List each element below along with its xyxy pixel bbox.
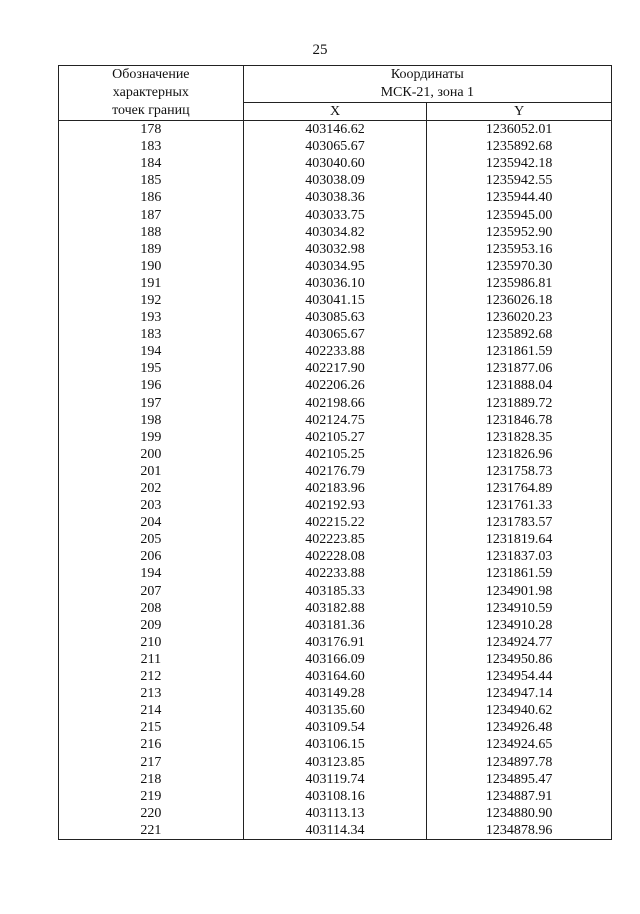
point-id-cell: 209	[59, 617, 244, 634]
table-row	[59, 617, 612, 634]
table-row	[59, 753, 612, 770]
x-coordinate-cell: 403085.63	[243, 309, 427, 326]
table-row	[59, 138, 612, 155]
table-row	[59, 224, 612, 241]
table-row	[59, 480, 612, 497]
table-row	[59, 412, 612, 429]
table-row	[59, 463, 612, 480]
y-coordinate-cell: 1235942.55	[427, 172, 612, 189]
point-id-cell: 189	[59, 241, 244, 258]
table-row	[59, 514, 612, 531]
point-id-cell: 206	[59, 548, 244, 565]
y-coordinate-cell: 1235945.00	[427, 206, 612, 223]
x-coordinate-cell: 403034.82	[243, 224, 427, 241]
table-row	[59, 548, 612, 565]
table-row	[59, 326, 612, 343]
designation-column-header	[59, 66, 244, 121]
y-coordinate-cell: 1235942.18	[427, 155, 612, 172]
table-row	[59, 497, 612, 514]
table-row	[59, 360, 612, 377]
point-id-cell: 212	[59, 668, 244, 685]
y-coordinate-cell: 1231889.72	[427, 395, 612, 412]
point-id-cell: 191	[59, 275, 244, 292]
y-coordinate-cell: 1234878.96	[427, 822, 612, 840]
table-row	[59, 121, 612, 139]
x-coordinate-cell: 403113.13	[243, 805, 427, 822]
y-coordinate-cell: 1234910.28	[427, 617, 612, 634]
point-id-cell: 192	[59, 292, 244, 309]
y-coordinate-cell: 1235953.16	[427, 241, 612, 258]
table-row	[59, 634, 612, 651]
point-id-cell: 221	[59, 822, 244, 840]
point-id-cell: 184	[59, 155, 244, 172]
y-coordinate-cell: 1235892.68	[427, 138, 612, 155]
y-coordinate-cell: 1235986.81	[427, 275, 612, 292]
x-coordinate-cell: 403176.91	[243, 634, 427, 651]
y-coordinate-cell: 1231758.73	[427, 463, 612, 480]
point-id-cell: 194	[59, 343, 244, 360]
table-row	[59, 771, 612, 788]
point-id-cell: 186	[59, 189, 244, 206]
y-column-header: Y	[427, 103, 612, 121]
table-row	[59, 258, 612, 275]
x-coordinate-cell: 403135.60	[243, 702, 427, 719]
x-coordinate-cell: 402217.90	[243, 360, 427, 377]
x-coordinate-cell: 403065.67	[243, 138, 427, 155]
point-id-cell: 204	[59, 514, 244, 531]
point-id-cell: 205	[59, 531, 244, 548]
table-row	[59, 565, 612, 582]
table-row	[59, 668, 612, 685]
x-coordinate-cell: 403109.54	[243, 719, 427, 736]
y-coordinate-cell: 1231761.33	[427, 497, 612, 514]
y-coordinate-cell: 1236052.01	[427, 121, 612, 139]
x-coordinate-cell: 403149.28	[243, 685, 427, 702]
point-id-cell: 195	[59, 360, 244, 377]
table-row	[59, 343, 612, 360]
coordinates-header-line-1: Координаты	[390, 67, 464, 82]
table-row	[59, 206, 612, 223]
x-coordinate-cell: 403164.60	[243, 668, 427, 685]
x-coordinate-cell: 403065.67	[243, 326, 427, 343]
y-coordinate-cell: 1235892.68	[427, 326, 612, 343]
point-id-cell: 218	[59, 771, 244, 788]
table-row	[59, 292, 612, 309]
y-coordinate-cell: 1234910.59	[427, 600, 612, 617]
designation-header-line-2: характерных	[112, 85, 189, 100]
y-coordinate-cell: 1234940.62	[427, 702, 612, 719]
y-coordinate-cell: 1231877.06	[427, 360, 612, 377]
table-row	[59, 788, 612, 805]
y-coordinate-cell: 1231764.89	[427, 480, 612, 497]
x-coordinate-cell: 402228.08	[243, 548, 427, 565]
y-coordinate-cell: 1234924.77	[427, 634, 612, 651]
y-coordinate-cell: 1231828.35	[427, 429, 612, 446]
point-id-cell: 211	[59, 651, 244, 668]
y-coordinate-cell: 1234954.44	[427, 668, 612, 685]
point-id-cell: 217	[59, 753, 244, 770]
coordinates-header-line-2: МСК-21, зона 1	[380, 85, 475, 100]
x-coordinate-cell: 402206.26	[243, 377, 427, 394]
point-id-cell: 196	[59, 377, 244, 394]
y-coordinate-cell: 1235970.30	[427, 258, 612, 275]
x-coordinate-cell: 403119.74	[243, 771, 427, 788]
y-coordinate-cell: 1234887.91	[427, 788, 612, 805]
point-id-cell: 200	[59, 446, 244, 463]
point-id-cell: 183	[59, 326, 244, 343]
x-coordinate-cell: 403182.88	[243, 600, 427, 617]
y-coordinate-cell: 1234947.14	[427, 685, 612, 702]
table-row	[59, 429, 612, 446]
table-row	[59, 241, 612, 258]
table-body	[59, 121, 612, 840]
table-row	[59, 583, 612, 600]
y-coordinate-cell: 1234880.90	[427, 805, 612, 822]
point-id-cell: 207	[59, 583, 244, 600]
point-id-cell: 185	[59, 172, 244, 189]
x-coordinate-cell: 403185.33	[243, 583, 427, 600]
x-coordinate-cell: 402233.88	[243, 565, 427, 582]
x-coordinate-cell: 402223.85	[243, 531, 427, 548]
table-row	[59, 805, 612, 822]
y-coordinate-cell: 1235952.90	[427, 224, 612, 241]
point-id-cell: 203	[59, 497, 244, 514]
table-row	[59, 155, 612, 172]
point-id-cell: 183	[59, 138, 244, 155]
point-id-cell: 210	[59, 634, 244, 651]
table-header	[59, 66, 612, 121]
x-coordinate-cell: 403123.85	[243, 753, 427, 770]
x-coordinate-cell: 403146.62	[243, 121, 427, 139]
x-coordinate-cell: 403032.98	[243, 241, 427, 258]
x-coordinate-cell: 403114.34	[243, 822, 427, 840]
x-coordinate-cell: 402183.96	[243, 480, 427, 497]
point-id-cell: 188	[59, 224, 244, 241]
x-coordinate-cell: 402176.79	[243, 463, 427, 480]
coordinates-group-header	[243, 66, 611, 103]
designation-header-line-1: Обозначение	[112, 67, 190, 82]
point-id-cell: 219	[59, 788, 244, 805]
x-coordinate-cell: 403036.10	[243, 275, 427, 292]
y-coordinate-cell: 1231837.03	[427, 548, 612, 565]
point-id-cell: 187	[59, 206, 244, 223]
x-coordinate-cell: 402192.93	[243, 497, 427, 514]
point-id-cell: 215	[59, 719, 244, 736]
point-id-cell: 193	[59, 309, 244, 326]
x-coordinate-cell: 402124.75	[243, 412, 427, 429]
y-coordinate-cell: 1236026.18	[427, 292, 612, 309]
point-id-cell: 199	[59, 429, 244, 446]
y-coordinate-cell: 1231846.78	[427, 412, 612, 429]
x-coordinate-cell: 402105.27	[243, 429, 427, 446]
y-coordinate-cell: 1234895.47	[427, 771, 612, 788]
x-coordinate-cell: 402233.88	[243, 343, 427, 360]
point-id-cell: 216	[59, 736, 244, 753]
table-row	[59, 685, 612, 702]
table-row	[59, 822, 612, 840]
y-coordinate-cell: 1234924.65	[427, 736, 612, 753]
table-row	[59, 446, 612, 463]
coordinates-table	[58, 65, 612, 840]
designation-header-line-3: точек границ	[112, 103, 190, 118]
x-coordinate-cell: 403041.15	[243, 292, 427, 309]
table-row	[59, 531, 612, 548]
y-coordinate-cell: 1234897.78	[427, 753, 612, 770]
table-row	[59, 172, 612, 189]
x-coordinate-cell: 402215.22	[243, 514, 427, 531]
y-coordinate-cell: 1231888.04	[427, 377, 612, 394]
y-coordinate-cell: 1234901.98	[427, 583, 612, 600]
point-id-cell: 208	[59, 600, 244, 617]
y-coordinate-cell: 1231819.64	[427, 531, 612, 548]
table-row	[59, 600, 612, 617]
x-coordinate-cell: 403034.95	[243, 258, 427, 275]
x-coordinate-cell: 403181.36	[243, 617, 427, 634]
x-coordinate-cell: 402198.66	[243, 395, 427, 412]
y-coordinate-cell: 1231783.57	[427, 514, 612, 531]
y-coordinate-cell: 1234926.48	[427, 719, 612, 736]
table-row	[59, 275, 612, 292]
x-coordinate-cell: 403038.09	[243, 172, 427, 189]
table-row	[59, 651, 612, 668]
y-coordinate-cell: 1235944.40	[427, 189, 612, 206]
y-coordinate-cell: 1231861.59	[427, 565, 612, 582]
point-id-cell: 213	[59, 685, 244, 702]
x-coordinate-cell: 403108.16	[243, 788, 427, 805]
point-id-cell: 198	[59, 412, 244, 429]
table-row	[59, 719, 612, 736]
x-coordinate-cell: 402105.25	[243, 446, 427, 463]
table-row	[59, 377, 612, 394]
point-id-cell: 197	[59, 395, 244, 412]
x-coordinate-cell: 403040.60	[243, 155, 427, 172]
table-row	[59, 309, 612, 326]
point-id-cell: 194	[59, 565, 244, 582]
table-row	[59, 702, 612, 719]
point-id-cell: 202	[59, 480, 244, 497]
x-column-header: X	[243, 103, 427, 121]
x-coordinate-cell: 403038.36	[243, 189, 427, 206]
y-coordinate-cell: 1231826.96	[427, 446, 612, 463]
point-id-cell: 178	[59, 121, 244, 139]
x-coordinate-cell: 403106.15	[243, 736, 427, 753]
x-coordinate-cell: 403166.09	[243, 651, 427, 668]
page-number: 25	[312, 42, 328, 58]
point-id-cell: 220	[59, 805, 244, 822]
point-id-cell: 201	[59, 463, 244, 480]
y-coordinate-cell: 1231861.59	[427, 343, 612, 360]
point-id-cell: 190	[59, 258, 244, 275]
table-row	[59, 736, 612, 753]
table-row	[59, 395, 612, 412]
table-row	[59, 189, 612, 206]
y-coordinate-cell: 1236020.23	[427, 309, 612, 326]
y-coordinate-cell: 1234950.86	[427, 651, 612, 668]
point-id-cell: 214	[59, 702, 244, 719]
x-coordinate-cell: 403033.75	[243, 206, 427, 223]
